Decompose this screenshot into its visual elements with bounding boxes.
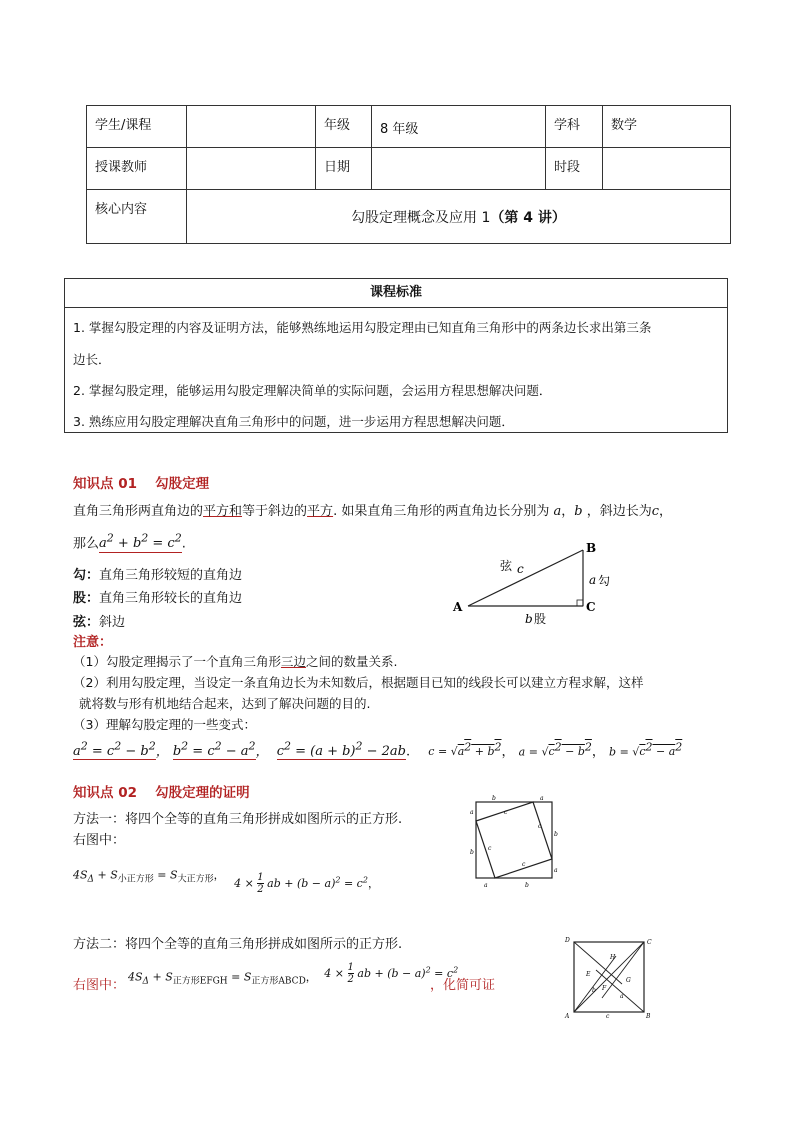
variant-a-root: $a = √c^2 - b^2$ — [518, 740, 592, 759]
leg-a-var: a — [589, 573, 597, 587]
kp1-then: 那么 — [73, 536, 100, 552]
core-content-value — [187, 190, 731, 244]
grade-value[interactable]: 8 年级 — [372, 106, 546, 148]
svg-text:G: G — [626, 977, 631, 984]
svg-text:B: B — [646, 1013, 651, 1020]
standard-item-1: 1. 掌握勾股定理的内容及证明方法，能够熟练地运用勾股定理由已知直角三角形中的两条边长求出第三条 — [73, 320, 652, 335]
note-2a: （2）利用勾股定理，当设定一条直角边长为未知数后，根据题目已知的线段长可以建立方程求解，这样 — [73, 675, 644, 690]
variant-b2: $b^2 = c^2 - a^2$ — [172, 740, 256, 760]
eq2-sq-efgh: 正方形EFGH — [172, 976, 228, 987]
gu-definition — [73, 587, 242, 606]
lesson-info-table — [86, 105, 731, 244]
subject-label: 学科 — [546, 106, 603, 148]
svg-text:c: c — [606, 1013, 610, 1020]
gu-label: 股： — [73, 591, 100, 606]
teacher-value[interactable] — [187, 148, 316, 190]
date-value[interactable] — [372, 148, 546, 190]
svg-text:b: b — [470, 849, 474, 856]
svg-text:b: b — [592, 987, 596, 994]
method-2-tail: ，化简可证 — [430, 978, 496, 993]
svg-text:F: F — [602, 985, 607, 992]
svg-text:b: b — [492, 795, 496, 802]
standard-item-3: 3. 熟练应用勾股定理解决直角三角形中的问题，进一步运用方程思想解决问题． — [73, 414, 514, 429]
method-2-equation: $4S_\Delta + S_{正方形EFGH} = S_{正方形ABCD}$， 4 × $\frac{1}{2}$ ab + $(b - a)^2 = c^2$ — [128, 962, 459, 987]
kp1-def-a: 直角三角形两直角边的 — [73, 504, 204, 519]
xian-definition — [73, 611, 125, 630]
svg-text:a: a — [554, 867, 558, 874]
note-2b: 就将数与形有机地结合起来，达到了解决问题的目的. — [79, 696, 371, 711]
svg-text:c: c — [488, 845, 492, 852]
svg-text:A: A — [565, 1013, 570, 1020]
kp1-def-e: . 如果直角三角形的两直角边长分别为 — [333, 504, 550, 519]
student-course-value[interactable] — [187, 106, 316, 148]
teacher-label: 授课教师 — [87, 148, 187, 190]
eq2-sq-abcd: 正方形ABCD — [251, 976, 306, 987]
kp1-def-c: 等于斜边的 — [242, 504, 308, 519]
student-course-label: 学生/课程 — [87, 106, 187, 148]
note-1 — [73, 652, 397, 670]
method-1-square-diagram — [470, 794, 560, 890]
kp1-formula-line: 那么$a^2 + b^2 = c^2$. — [73, 532, 186, 552]
right-triangle-diagram — [450, 540, 625, 630]
xian-text: 斜边 — [99, 615, 126, 630]
svg-text:c: c — [522, 861, 526, 868]
diag-line — [574, 942, 644, 1012]
leg-a-label: 勾 — [598, 574, 611, 588]
svg-text:c: c — [504, 809, 508, 816]
kp1-def-square: 平方 — [307, 504, 334, 519]
core-content-label: 核心内容 — [87, 190, 187, 244]
svg-text:D: D — [565, 937, 570, 944]
svg-text:E: E — [586, 971, 591, 978]
period-value[interactable] — [603, 148, 731, 190]
svg-text:a: a — [484, 882, 488, 889]
note-1-c: 之间的数量关系. — [305, 654, 398, 669]
svg-text:a: a — [620, 993, 624, 1000]
subject-value[interactable]: 数学 — [603, 106, 731, 148]
method-1-text: 方法一：将四个全等的直角三角形拼成如图所示的正方形. — [73, 812, 403, 827]
outer-square — [476, 802, 552, 878]
eq1-small-square: 小正方形 — [117, 874, 154, 885]
kp2-title: 知识点 02 勾股定理的证明 — [73, 785, 250, 801]
svg-text:b: b — [554, 831, 558, 838]
eq2-expansion: 4 × $\frac{1}{2}$ ab + $(b - a)^2 = c^2$ — [324, 962, 459, 985]
method-2-square-diagram — [562, 934, 656, 1020]
kp1-def-sum-of-squares: 平方和 — [203, 504, 243, 519]
svg-text:a: a — [540, 795, 544, 802]
eq1-expansion: 4 × $\frac{1}{2}$ ab + $(b - a)^2 = c^2$， — [234, 872, 379, 895]
standard-item-1-cont: 边长． — [73, 352, 111, 367]
svg-text:H: H — [610, 954, 616, 961]
course-standard-box — [64, 278, 728, 433]
note-1-a: （1）勾股定理揭示了一个直角三角形 — [73, 654, 281, 669]
svg-text:a: a — [470, 809, 474, 816]
method-1-equation: $4S_\Delta + S_{小正方形} = S_{大正方形}$， 4 × $\frac{1}{2}$ ab + $(b - a)^2 = c^2$， — [73, 868, 379, 895]
hypotenuse-c — [468, 550, 583, 606]
xian-label: 弦： — [73, 615, 100, 630]
eq1-big-square: 大正方形 — [177, 874, 214, 885]
variant-b-root: $b = √c^2 - a^2$ — [609, 740, 683, 759]
gu-text: 直角三角形较长的直角边 — [99, 591, 243, 606]
period-label: 时段 — [546, 148, 603, 190]
method-1-right: 右图中： — [73, 833, 126, 848]
method-2-right: 右图中： — [73, 978, 126, 993]
hyp-var: c — [517, 562, 524, 576]
pythagorean-formula: $a^2 + b^2 = c^2$ — [99, 532, 182, 552]
method-2-text: 方法二：将四个全等的直角三角形拼成如图所示的正方形. — [73, 937, 403, 952]
date-label: 日期 — [316, 148, 372, 190]
standard-item-2: 2. 掌握勾股定理，能够运用勾股定理解决简单的实际问题，会运用方程思想解决问题． — [73, 383, 552, 398]
gou-label: 勾： — [73, 568, 100, 583]
variant-c2: $c^2 = (a + b)^2 - 2ab$ — [276, 740, 407, 760]
kp1-title: 知识点 01 勾股定理 — [73, 476, 210, 492]
kp1-definition: 直角三角形两直角边的平方和等于斜边的平方. 如果直角三角形的两直角边长分别为 a，b ，斜边长为c， — [73, 504, 673, 519]
note-3: （3）理解勾股定理的一些变式： — [73, 717, 256, 732]
hyp-label: 弦 — [500, 559, 513, 573]
gou-definition — [73, 564, 242, 583]
lesson-number: （第 4 讲） — [490, 209, 566, 226]
leg-b-var: b — [525, 612, 533, 626]
right-angle-mark — [577, 600, 583, 606]
svg-text:C: C — [647, 939, 652, 946]
note-label: 注意： — [73, 635, 113, 650]
svg-text:b: b — [525, 882, 529, 889]
note-1-three-sides: 三边 — [280, 654, 306, 669]
variant-formulas: $a^2 = c^2 - b^2$， $b^2 = c^2 - a^2$， $c^2 = (a + b)^2 - 2ab$. $c = √a^2 + b^2$， $a = √c^2 - b^2$， $b = √c^2 - a^2$ — [73, 740, 683, 760]
vertex-c: C — [586, 600, 596, 614]
kp1-def-f: ，斜边长为 — [586, 504, 652, 519]
svg-text:c: c — [538, 823, 542, 830]
vertex-b: B — [586, 541, 597, 555]
leg-b-label: 股 — [534, 612, 547, 626]
variant-c-root: $c = √a^2 + b^2$ — [428, 740, 502, 759]
inner-square — [476, 802, 552, 878]
vertex-a: A — [453, 600, 463, 614]
course-standard-heading: 课程标准 — [65, 279, 727, 308]
grade-label: 年级 — [316, 106, 372, 148]
variant-a2: $a^2 = c^2 - b^2$ — [73, 740, 156, 760]
gou-text: 直角三角形较短的直角边 — [99, 568, 243, 583]
lesson-title: 勾股定理概念及应用 1 — [351, 209, 491, 226]
